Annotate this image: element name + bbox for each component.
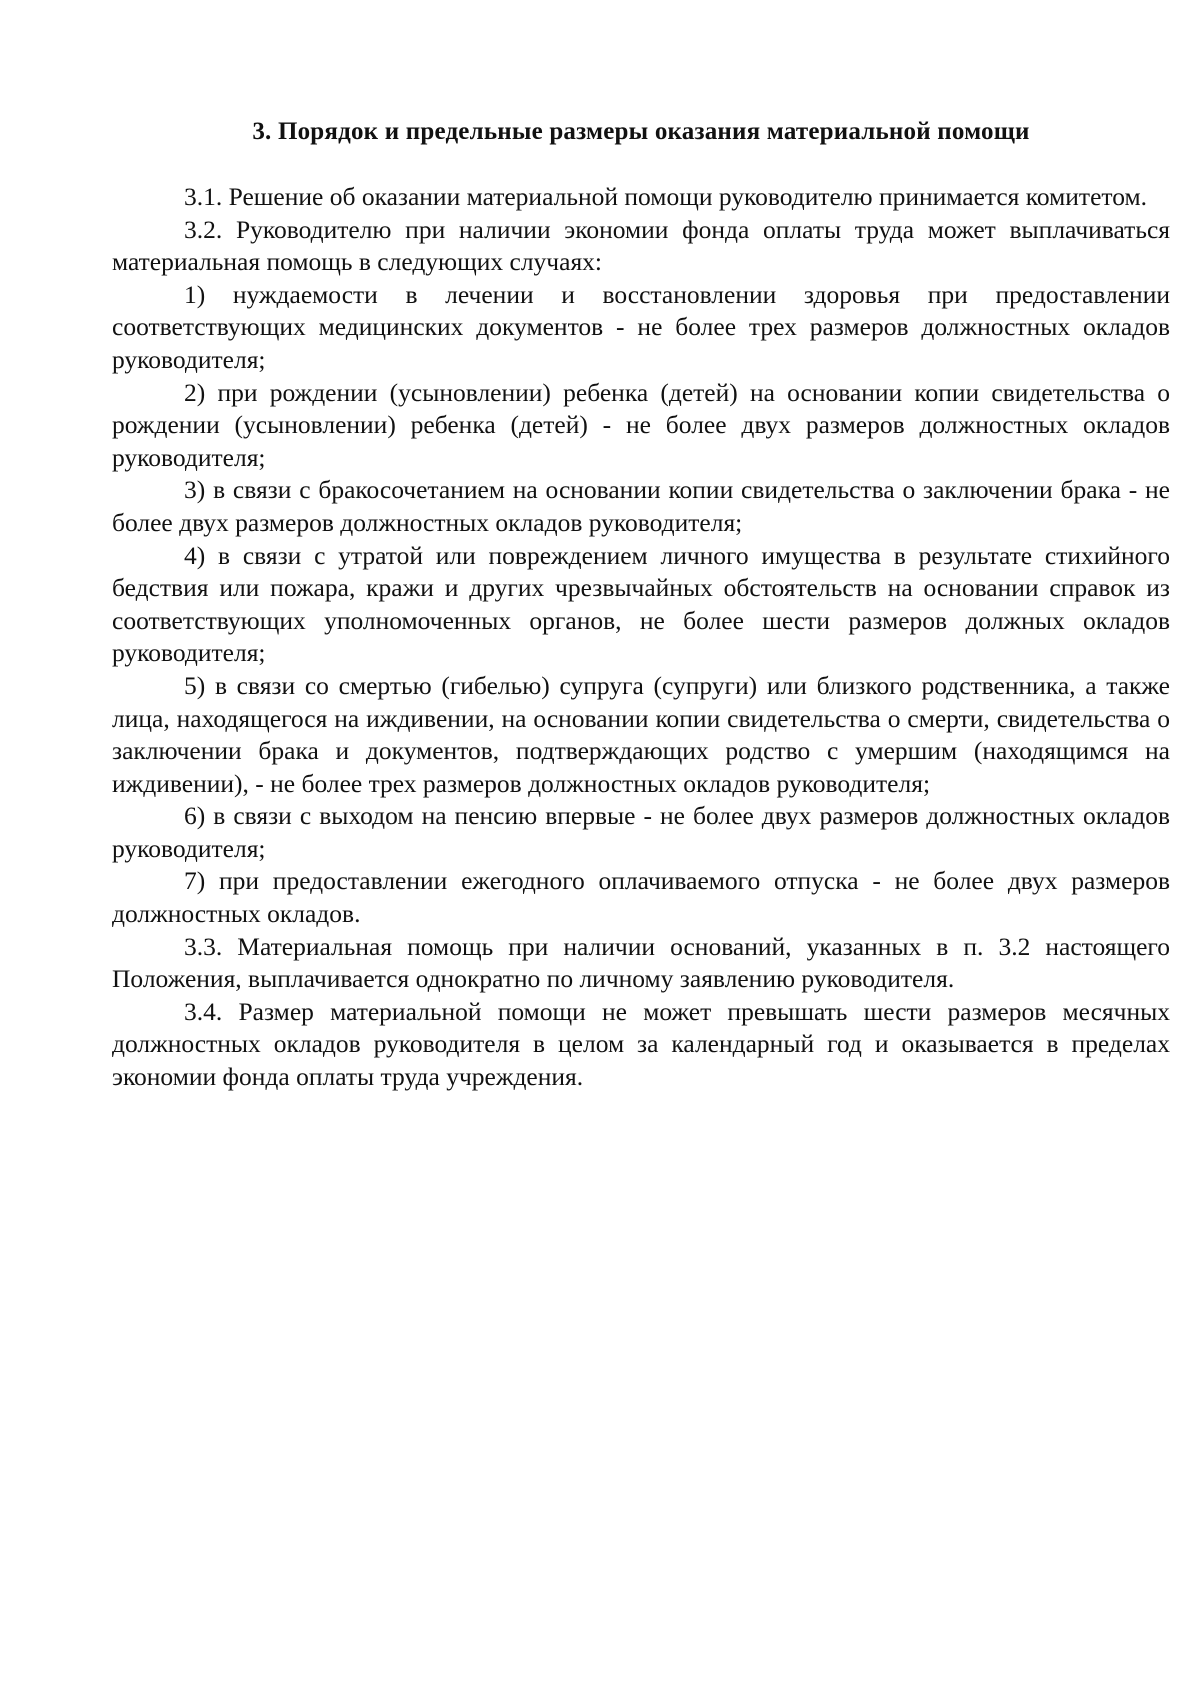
section-title: 3. Порядок и предельные размеры оказания материальной помощи	[252, 118, 1030, 145]
paragraph-3-2: 3.2. Руководителю при наличии экономии фонда оплаты труда может выплачиваться материальная помощь в следующих случаях:	[112, 214, 1170, 277]
paragraph-3-3: 3.3. Материальная помощь при наличии оснований, указанных в п. 3.2 настоящего Положения, выплачивается однократно по личному заявлению руководителя.	[112, 931, 1170, 994]
document-body	[112, 181, 1170, 1094]
list-item-1: 1) нуждаемости в лечении и восстановлении здоровья при предоставлении соответствующих медицинских документов - не более трех размеров должностных окладов руководителя;	[112, 279, 1170, 374]
list-item-2: 2) при рождении (усыновлении) ребенка (детей) на основании копии свидетельства о рождении (усыновлении) ребенка (детей) - не более двух размеров должностных окладов руководителя;	[112, 377, 1170, 472]
list-item-7: 7) при предоставлении ежегодного оплачиваемого отпуска - не более двух размеров должностных окладов.	[112, 866, 1170, 929]
paragraph-3-1: 3.1. Решение об оказании материальной помощи руководителю принимается комитетом.	[184, 182, 1147, 211]
paragraph-3-4: 3.4. Размер материальной помощи не может превышать шести размеров месячных должностных окладов руководителя в целом за календарный год и оказывается в пределах экономии фонда оплаты труда учреждения.	[112, 996, 1170, 1092]
list-item-4: 4) в связи с утратой или повреждением личного имущества в результате стихийного бедствия или пожара, кражи и других чрезвычайных обстоятельств на основании справок из соответствующих уполномоченных органов, не более шести размеров должных окладов руководителя;	[112, 540, 1170, 668]
list-item-3: 3) в связи с бракосочетанием на основании копии свидетельства о заключении брака - не более двух размеров должностных окладов руководителя;	[112, 475, 1170, 537]
list-item-5: 5) в связи со смертью (гибелью) супруга (супруги) или близкого родственника, а также лица, находящегося на иждивении, на основании копии свидетельства о смерти, свидетельства о заключении брака и документов, подтверждающих родство с умершим (находящимся на иждивении), - не более трех размеров должностных окладов руководителя;	[112, 670, 1170, 798]
list-item-6: 6) в связи с выходом на пенсию впервые - не более двух размеров должностных окладов руководителя;	[112, 801, 1170, 863]
